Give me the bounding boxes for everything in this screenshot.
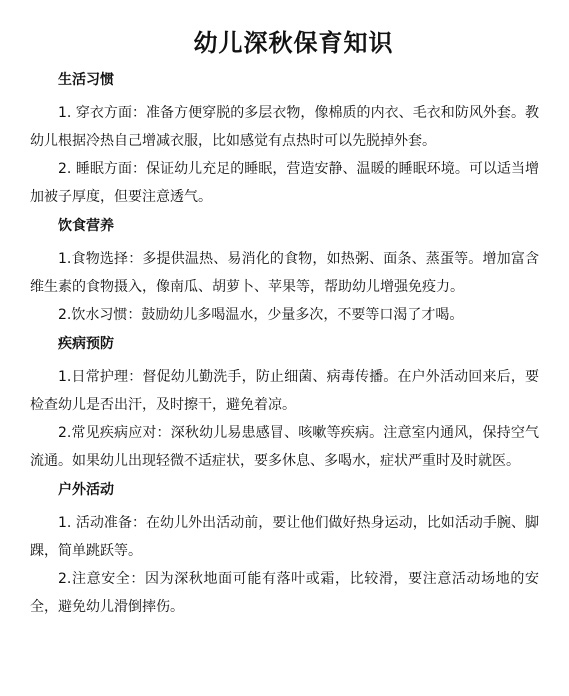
section-heading: 疾病预防 [58, 336, 114, 352]
section-diet-nutrition [30, 217, 539, 329]
paragraph-activity-prep: 1. 活动准备：在幼儿外出活动前，要让他们做好热身运动，比如活动手腕、脚踝，简单跳跃等。 [30, 515, 539, 559]
section-outdoor-activities [30, 481, 539, 621]
paragraph-sleep: 2. 睡眠方面：保证幼儿充足的睡眠，营造安静、温暖的睡眠环境。可以适当增加被子厚度，但要注意透气。 [30, 161, 539, 205]
paragraph-daily-care: 1.日常护理：督促幼儿勤洗手，防止细菌、病毒传播。在户外活动回来后，要检查幼儿是否出汗，及时擦干，避免着凉。 [30, 369, 539, 413]
document-title: 幼儿深秋保育知识 [193, 29, 394, 57]
paragraph-common-illness: 2.常见疾病应对：深秋幼儿易患感冒、咳嗽等疾病。注意室内通风，保持空气流通。如果幼儿出现轻微不适症状，要多休息、多喝水，症状严重时及时就医。 [30, 425, 539, 469]
section-heading: 饮食营养 [58, 218, 114, 234]
section-heading: 生活习惯 [58, 72, 114, 88]
paragraph-safety: 2.注意安全：因为深秋地面可能有落叶或霜，比较滑，要注意活动场地的安全，避免幼儿滑倒摔伤。 [30, 571, 539, 615]
paragraph-clothing: 1. 穿衣方面：准备方便穿脱的多层衣物，像棉质的内衣、毛衣和防风外套。教幼儿根据冷热自己增减衣服，比如感觉有点热时可以先脱掉外套。 [30, 105, 539, 149]
paragraph-drinking-habit: 2.饮水习惯：鼓励幼儿多喝温水，少量多次，不要等口渴了才喝。 [58, 307, 464, 323]
section-heading: 户外活动 [58, 482, 114, 498]
section-living-habits [30, 71, 539, 211]
section-disease-prevention [30, 335, 539, 475]
paragraph-food-choice: 1.食物选择：多提供温热、易消化的食物，如热粥、面条、蒸蛋等。增加富含维生素的食物摄入，像南瓜、胡萝卜、苹果等，帮助幼儿增强免疫力。 [30, 251, 539, 295]
